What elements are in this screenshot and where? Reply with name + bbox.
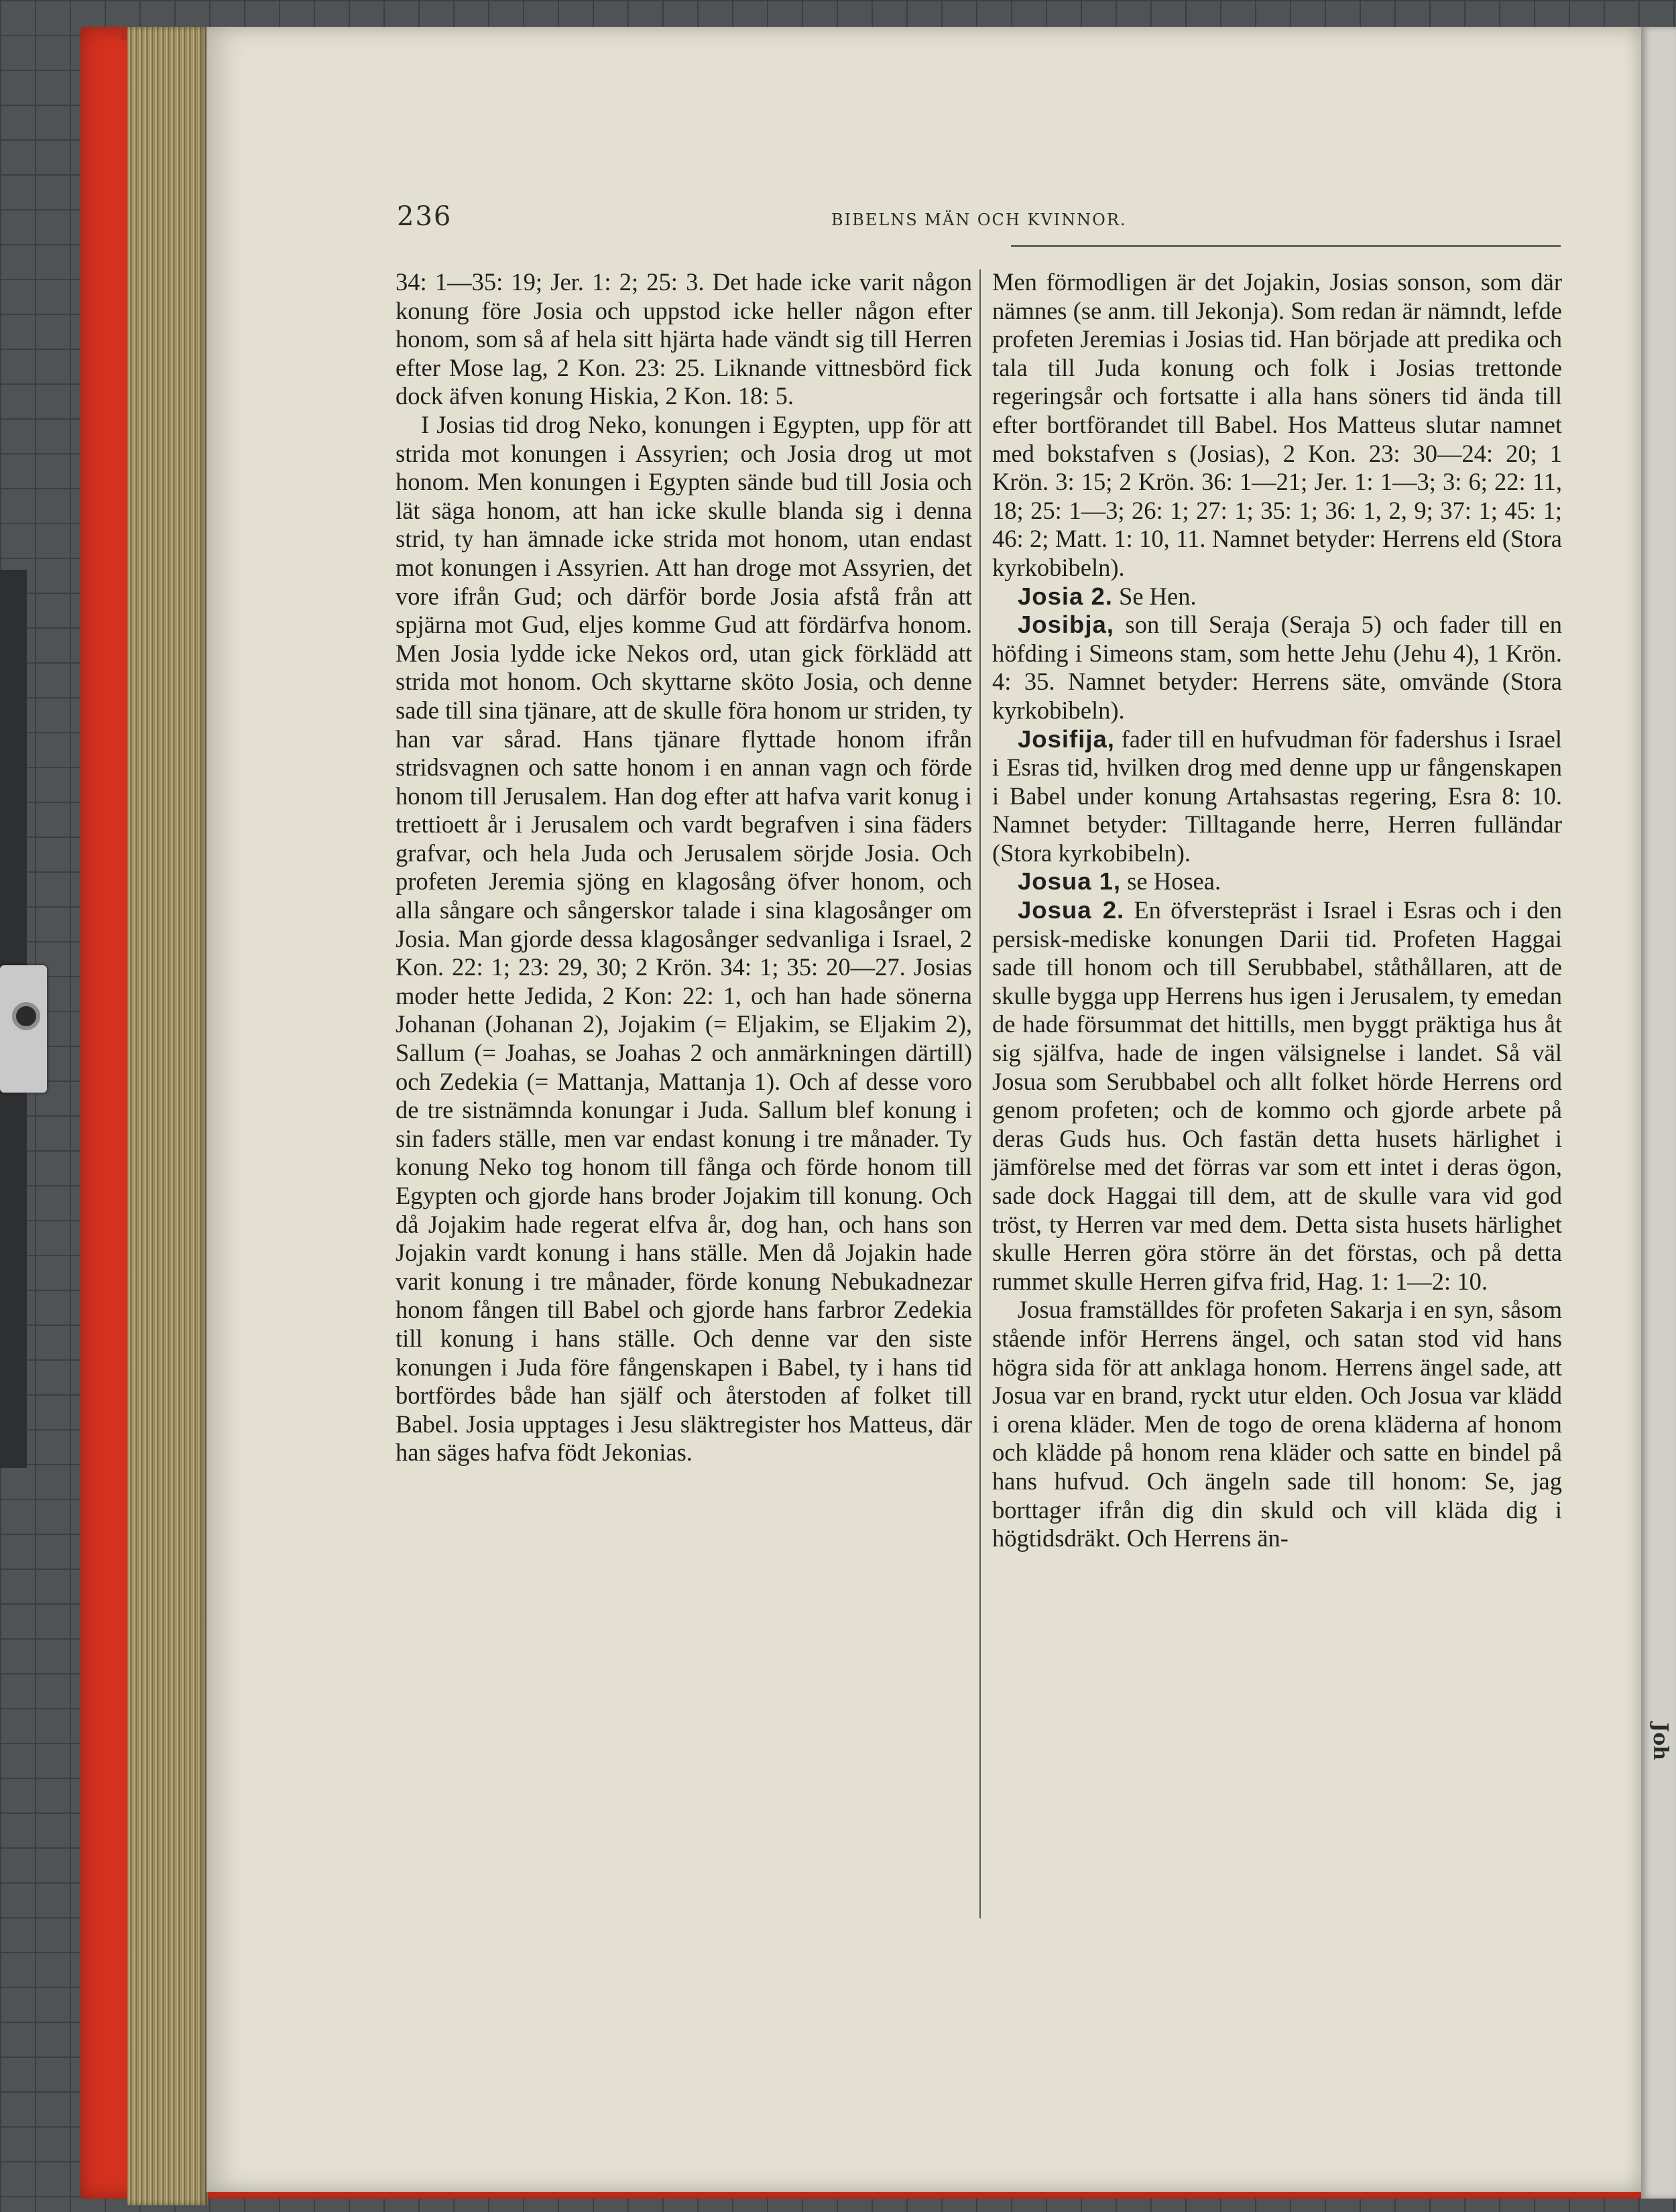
page-edges xyxy=(127,27,208,2205)
entry-heading: Josua 2. xyxy=(1018,896,1125,924)
paragraph: 34: 1—35: 19; Jer. 1: 2; 25: 3. Det hade icke varit någon konung före Josia och uppstod icke heller någon efter honom, som så af hela sitt hjärta hade vändt sig till Herren efter Mose lag, 2 Kon. 23: 25. Liknande vittnesbörd fick dock äfven konung Hiskia, 2 Kon. 18: 5. xyxy=(396,268,972,410)
entry-heading: Josua 1, xyxy=(1018,867,1122,896)
entry-josia-2 xyxy=(992,582,1562,611)
entry-josua-1 xyxy=(992,867,1562,896)
entry-josua-2 xyxy=(992,896,1562,1296)
side-label: Joh xyxy=(1649,1723,1672,1761)
entry-heading: Josia 2. xyxy=(1018,582,1113,610)
entry-josifija xyxy=(992,725,1562,868)
entry-heading: Josibja, xyxy=(1018,611,1114,639)
entry-heading: Josifija, xyxy=(1018,725,1115,753)
book-clamp xyxy=(0,965,47,1093)
entry-text: se Hosea. xyxy=(1127,867,1221,896)
running-head xyxy=(397,201,1530,235)
paragraph: Josua framställdes för profeten Sakarja i en syn, såsom stående inför Herrens ängel, och satan stod vid hans högra sida för att anklaga honom. Herrens ängel sade, att Josua var en brand, ryckt utur elden. Och Josua var klädd i orena kläder. Men de togo de orena kläderna af honom och klädde på honom rena kläder och satte en bindel på hans hufvud. Och ängeln sade till honom: Se, jag borttager ifrån dig din skuld och vill kläda dig i högtidsdräkt. Och Herrens än- xyxy=(992,1296,1562,1552)
page-header-title: BIBELNS MÄN OCH KVINNOR. xyxy=(831,210,1127,229)
header-rule xyxy=(1011,245,1561,247)
right-column xyxy=(992,268,1562,1553)
entry-josibja xyxy=(992,611,1562,725)
entry-text: fader till en hufvudman för fadershus i Israel i Esras tid, hvilken drog med denne upp ur fångenskapen i Babel under konung Artahsastas regering, Esra 8: 10. Namnet betyder: Tilltagande herre, Herren fulländar (Stora kyrkobibeln). xyxy=(992,725,1562,867)
column-divider xyxy=(979,269,981,1918)
left-column xyxy=(396,268,972,1467)
paragraph: Men förmodligen är det Jojakin, Josias sonson, som där nämnes (se anm. till Jekonja). Som redan är nämndt, lefde profeten Jeremias i Josias tid. Han började att predika och tala till Juda konung och folk i Josias trettonde regeringsår och fortsatte i alla hans söners tid ända till efter bortförandet till Babel. Hos Matteus slutar namnet med bokstafven s (Josias), 2 Kon. 23: 30—24: 20; 1 Krön. 3: 15; 2 Krön. 36: 1—21; Jer. 1: 1—3; 3: 6; 22: 11, 18; 25: 1—3; 26: 1; 27: 1; 35: 1; 36: 1, 2, 9; 37: 1; 45: 1; 46: 2; Matt. 1: 10, 11. Namnet betyder: Herrens eld (Stora kyrkobibeln). xyxy=(992,268,1562,581)
page-number: 236 xyxy=(397,201,453,232)
entry-text: Se Hen. xyxy=(1119,582,1197,610)
clamp-screw-icon xyxy=(12,1002,40,1030)
paragraph: I Josias tid drog Neko, konungen i Egypten, upp för att strida mot konungen i Assyrien; och Josia drog ut mot honom. Men konungen i Egypten sände bud till Josia och lät säga honom, att han icke skulle blanda sig i denna strid, ty han ämnade icke strida mot honom, utan endast mot konungen i Assyrien. Att han droge mot Assyrien, det vore ifrån Gud; och därför borde Josia afstå från att spjärna mot Gud, eljes komme Gud att fördärfva honom. Men Josia lydde icke Nekos ord, utan gick förklädd att strida mot honom. Och skyttarne sköto Josia, och denne sade till sina tjänare, att de skulle föra honom ur striden, ty han var sårad. Hans tjänare flyttade honom ifrån stridsvagnen och satte honom i en annan vagn och förde honom till Jerusalem. Han dog efter att hafva varit konug i trettioett år i Jerusalem och vardt begrafven i sina fäders grafvar, och hela Juda och Jerusalem sörjde Josia. Och profeten Jeremia sjöng en klagosång öfver honom, och alla sångare och sångerskor talade i sina klagosånger om Josia. Man gjorde dessa klagosånger sedvanliga i Israel, 2 Kon. 22: 1; 23: 29, 30; 2 Krön. 34: 1; 35: 20—27. Josias moder hette Jedida, 2 Kon: 22: 1, och han hade sönerna Johanan (Johanan 2), Jojakim (= Eljakim, se Eljakim 2), Sallum (= Joahas, se Joahas 2 och anmärkningen därtill) och Zedekia (= Mattanja, Mattanja 1). Och af desse voro de tre sistnämnda konungar i Juda. Sallum blef konung i sin faders ställe, men var endast konung i tre månader. Ty konung Neko tog honom till fånga och förde honom till Egypten och gjorde hans broder Jojakim till konung. Och då Jojakim hade regerat elfva år, dog han, och hans son Jojakin vardt konung i hans ställe. Men då Jojakin hade varit konung i tre månader, förde konung Nebukadnezar honom fången till Babel och gjorde hans farbror Zedekia till konung i hans ställe. Och denne var den siste konungen i Juda före fångenskapen i Babel, ty i hans tid bortfördes både han själf och återstoden af folket till Babel. Josia upptages i Jesu släktregister hos Matteus, där han säges hafva födt Jekonias. xyxy=(396,410,972,1467)
next-page-edge xyxy=(1641,27,1676,2199)
entry-text: son till Seraja (Seraja 5) och fader till en höfding i Simeons stam, som hette Jehu (Jehu 4), 1 Krön. 4: 35. Namnet betyder: Herrens säte, omvände (Stora kyrkobibeln). xyxy=(992,611,1562,724)
entry-text: En öfverstepräst i Israel i Esras och i den persisk-mediske konungen Darii tid. Profeten Haggai sade till honom och till Serubbabel, ståthållaren, att de skulle bygga upp Herrens hus igen i Jerusalem, ty emedan de hade försummat det hittills, men byggt präktiga hus åt sig själfva, hade de ingen välsignelse i landet. Så väl Josua som Serubbabel och allt folket hörde Herrens ord genom profeten; och de kommo och gjorde arbete på deras Guds hus. Och fastän detta husets härlighet i jämförelse med det förras var som ett intet i deras ögon, sade dock Haggai till dem, att de skulle vara vid god tröst, ty Herren var med dem. Detta sista husets härlighet skulle Herren göra större än det förstas, och på detta rummet skulle Herren gifva frid, Hag. 1: 1—2: 10. xyxy=(992,896,1563,1295)
